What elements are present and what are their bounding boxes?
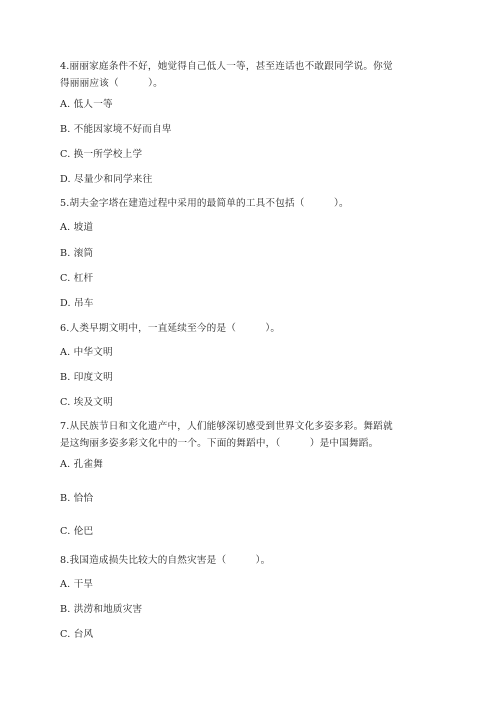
question-7-option-b: B. 恰恰 — [60, 493, 94, 504]
question-4-stem-line-1: 4.丽丽家庭条件不好，她觉得自己低人一等，甚至连话也不敢跟同学说。你觉 — [60, 61, 393, 72]
question-6-stem: 6.人类早期文明中，一直延续至今的是（ ）。 — [60, 323, 281, 334]
question-7-stem-line-2: 是这绚丽多姿多彩文化中的一个。下面的舞蹈中，（ ）是中国舞蹈。 — [60, 438, 379, 449]
question-6-option-c: C. 埃及文明 — [60, 397, 113, 408]
question-5-stem: 5.胡夫金字塔在建造过程中采用的最简单的工具不包括（ ）。 — [60, 198, 349, 209]
question-4-option-d: D. 尽量少和同学来往 — [60, 174, 153, 185]
question-5-option-a: A. 坡道 — [60, 222, 94, 233]
question-8-option-b: B. 洪涝和地质灾害 — [60, 604, 143, 615]
question-6-option-b: B. 印度文明 — [60, 372, 113, 383]
question-5-option-d: D. 吊车 — [60, 298, 94, 309]
question-7-option-c: C. 伦巴 — [60, 526, 94, 537]
question-6-option-a: A. 中华文明 — [60, 347, 113, 358]
question-4-option-a: A. 低人一等 — [60, 99, 113, 110]
question-4-stem-line-2: 得丽丽应该（ ）。 — [60, 78, 163, 89]
question-4-option-c: C. 换一所学校上学 — [60, 149, 143, 160]
question-7-option-a: A. 孔雀舞 — [60, 459, 104, 470]
question-4-option-b: B. 不能因家境不好而自卑 — [60, 124, 172, 135]
question-8-stem: 8.我国造成损失比较大的自然灾害是（ ）。 — [60, 555, 271, 566]
question-8-option-c: C. 台风 — [60, 629, 94, 640]
question-7-stem-line-1: 7.从民族节日和文化遗产中，人们能够深切感受到世界文化多姿多彩。舞蹈就 — [60, 421, 393, 432]
question-5-option-c: C. 杠杆 — [60, 273, 94, 284]
question-5-option-b: B. 滚筒 — [60, 248, 94, 259]
question-8-option-a: A. 干旱 — [60, 579, 94, 590]
